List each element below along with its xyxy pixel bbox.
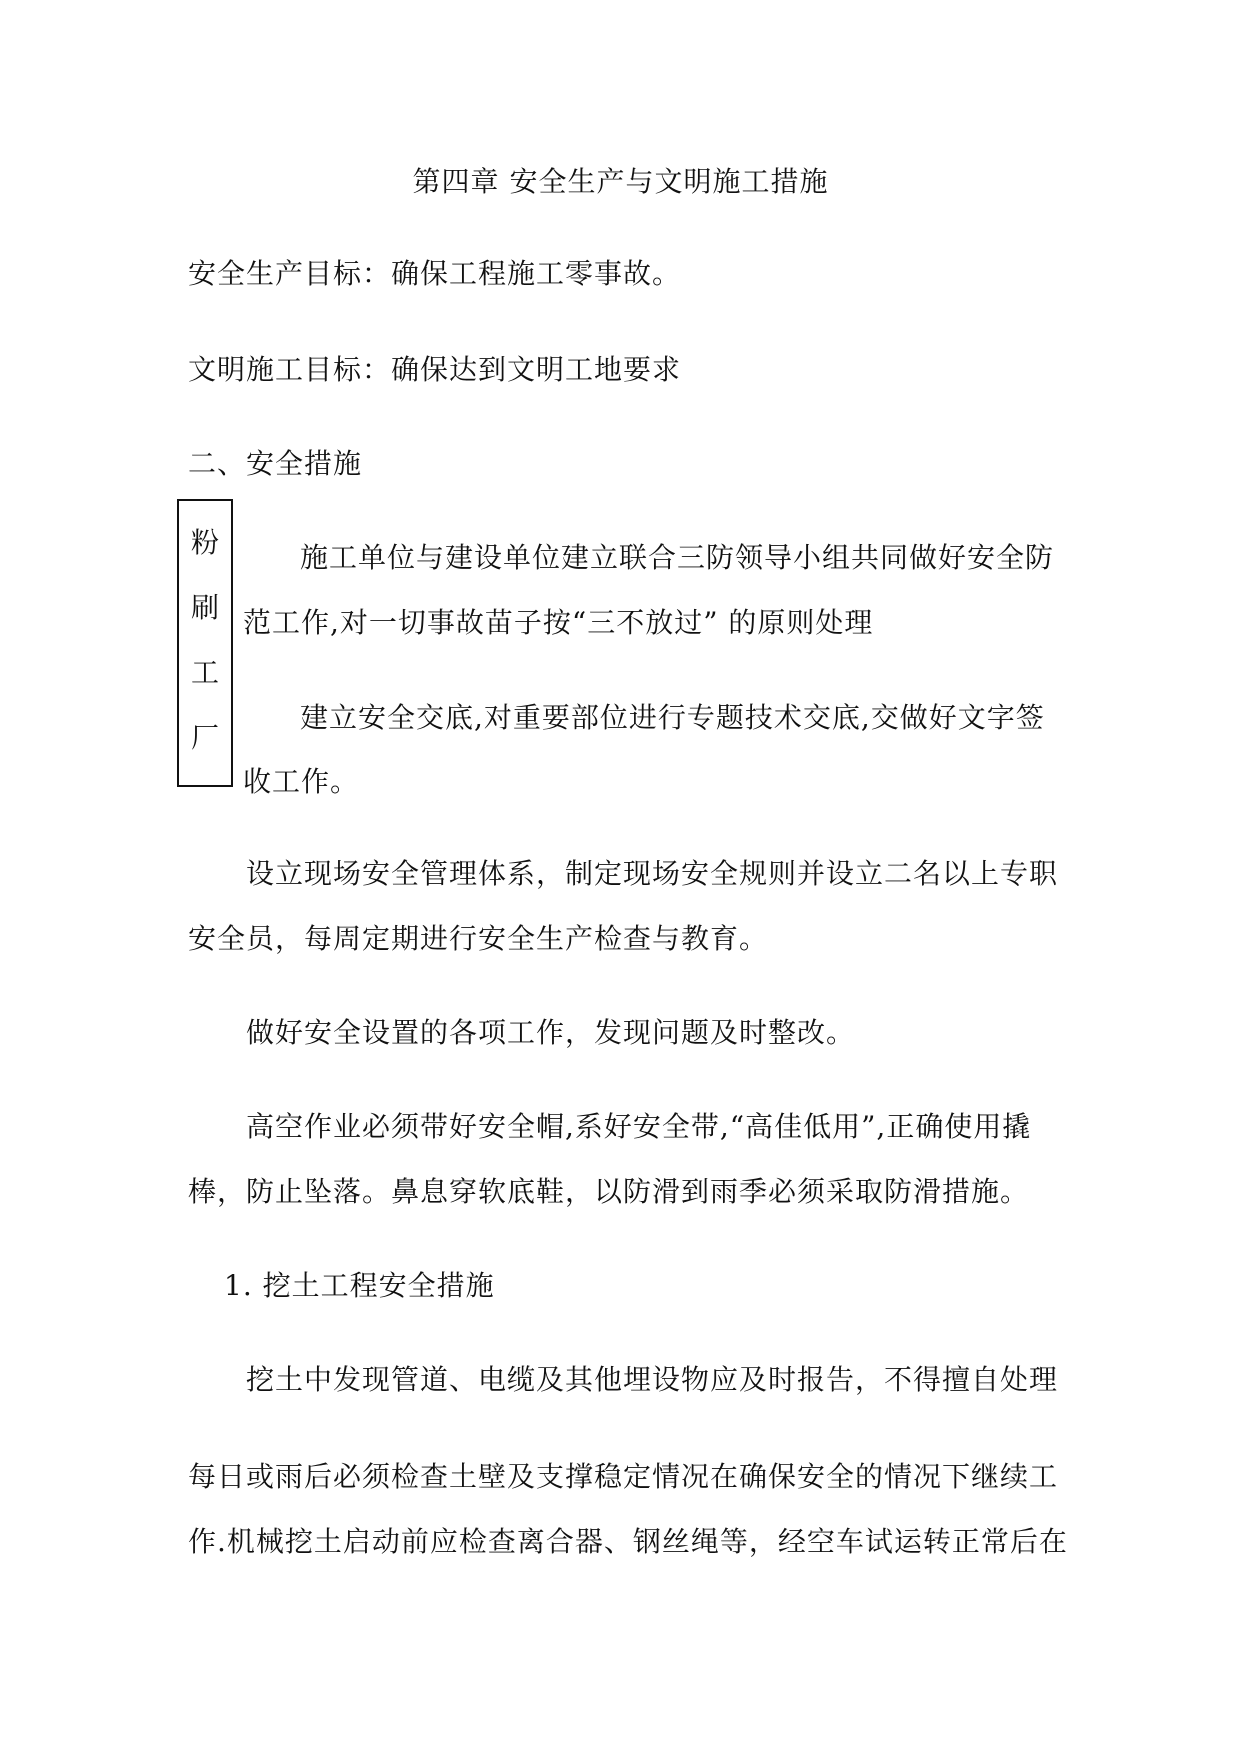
paragraph-line: 做好安全设置的各项工作，发现问题及时整改。 bbox=[246, 1016, 856, 1049]
paragraph-line: 收工作。 bbox=[243, 765, 360, 798]
paragraph-line: 高空作业必须带好安全帽,系好安全带,“高佳低用”,正确使用撬 bbox=[246, 1110, 1032, 1143]
stamp-char: 刷 bbox=[190, 591, 219, 624]
stamp-char: 厂 bbox=[190, 721, 219, 754]
paragraph-line: 每日或雨后必须检查土壁及支撑稳定情况在确保安全的情况下继续工 bbox=[188, 1460, 1059, 1493]
stamp-char: 工 bbox=[190, 656, 219, 689]
paragraph-line: 设立现场安全管理体系，制定现场安全规则并设立二名以上专职 bbox=[246, 857, 1059, 890]
paragraph-line: 建立安全交底,对重要部位进行专题技术交底,交做好文字签 bbox=[300, 701, 1045, 734]
chapter-title: 第四章 安全生产与文明施工措施 bbox=[412, 165, 829, 198]
paragraph-line: 安全员，每周定期进行安全生产检查与教育。 bbox=[188, 922, 769, 955]
stamp bbox=[177, 499, 233, 787]
paragraph-line: 施工单位与建设单位建立联合三防领导小组共同做好安全防 bbox=[300, 541, 1055, 574]
paragraph-line: 挖土中发现管道、电缆及其他埋设物应及时报告，不得擅自处理 bbox=[246, 1363, 1059, 1396]
subsection-heading: 1. 挖土工程安全措施 bbox=[224, 1269, 495, 1302]
stamp-char: 粉 bbox=[190, 526, 219, 559]
safety-goal: 安全生产目标：确保工程施工零事故。 bbox=[188, 257, 682, 290]
paragraph-line: 作.机械挖土启动前应检查离合器、钢丝绳等，经空车试运转正常后在 bbox=[188, 1525, 1068, 1558]
paragraph-line: 范工作,对一切事故苗子按“三不放过” 的原则处理 bbox=[243, 606, 874, 639]
paragraph-line: 棒，防止坠落。鼻息穿软底鞋，以防滑到雨季必须采取防滑措施。 bbox=[188, 1175, 1030, 1208]
section-heading-safety-measures: 二、安全措施 bbox=[188, 447, 363, 480]
civil-goal: 文明施工目标：确保达到文明工地要求 bbox=[188, 353, 682, 386]
